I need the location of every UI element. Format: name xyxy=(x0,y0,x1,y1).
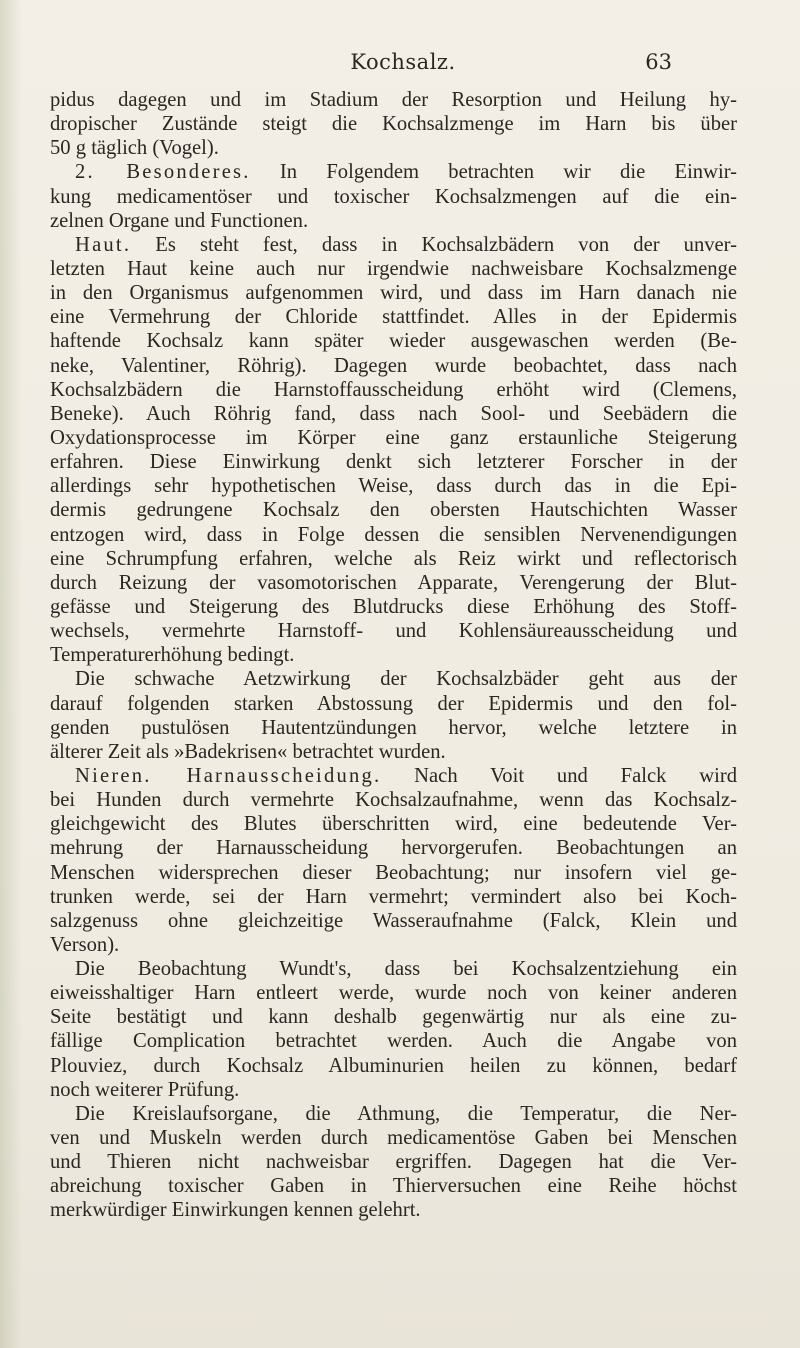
text-line xyxy=(50,692,737,716)
line-text: Seite bestätigt und kann deshalb gegenwärtig nur als eine zu- xyxy=(50,1006,737,1029)
text-line xyxy=(50,112,737,136)
line-text: neke, Valentiner, Röhrig). Dagegen wurde beobachtet, dass nach xyxy=(50,354,737,377)
line-text: haftende Kochsalz kann später wieder ausgewaschen werden (Be- xyxy=(50,330,737,353)
line-text: gleichgewicht des Blutes überschritten wird, eine bedeutende Ver- xyxy=(50,813,737,836)
text-line xyxy=(50,957,737,981)
line-text: und Thieren nicht nachweisbar ergriffen. Dagegen hat die Ver- xyxy=(50,1151,737,1174)
text-line xyxy=(50,1174,737,1198)
text-line xyxy=(50,1198,737,1222)
line-text: zelnen Organe und Functionen. xyxy=(50,209,309,232)
text-line xyxy=(50,523,737,547)
line-text: Die schwache Aetzwirkung der Kochsalzbäder geht aus der xyxy=(75,668,737,691)
text-line xyxy=(50,1005,737,1029)
line-text: in den Organismus aufgenommen wird, und dass im Harn danach nie xyxy=(50,282,737,305)
line-text: bei Hunden durch vermehrte Kochsalzaufnahme, wenn das Kochsalz- xyxy=(50,789,737,812)
line-text: ven und Muskeln werden durch medicamentöse Gaben bei Menschen xyxy=(50,1127,737,1150)
line-text: trunken werde, sei der Harn vermehrt; vermindert also bei Koch- xyxy=(50,885,737,908)
text-line xyxy=(50,740,737,764)
line-text: Die Beobachtung Wundt's, dass bei Kochsalzentziehung ein xyxy=(75,958,737,981)
text-line xyxy=(50,1078,737,1102)
line-text: erfahren. Diese Einwirkung denkt sich letzterer Forscher in der xyxy=(50,451,737,474)
line-text: salzgenuss ohne gleichzeitige Wasseraufnahme (Falck, Klein und xyxy=(50,909,737,932)
text-line xyxy=(50,281,737,305)
text-line xyxy=(50,812,737,836)
text-line xyxy=(50,1029,737,1053)
text-line xyxy=(50,329,737,353)
text-line xyxy=(50,136,737,160)
line-text: darauf folgenden starken Abstossung der Epidermis und den fol- xyxy=(50,692,737,715)
text-line xyxy=(50,88,737,112)
body-text xyxy=(50,88,737,1223)
text-line xyxy=(50,474,737,498)
line-text: abreichung toxischer Gaben in Thierversuchen eine Reihe höchst xyxy=(50,1175,737,1198)
text-line xyxy=(50,909,737,933)
text-line xyxy=(50,160,737,184)
line-text: Kochsalzbädern die Harnstoffausscheidung erhöht wird (Clemens, xyxy=(50,378,737,401)
text-line xyxy=(50,933,737,957)
line-text: In Folgendem betrachten wir die Einwir- xyxy=(250,161,737,184)
text-line xyxy=(50,354,737,378)
text-line xyxy=(50,426,737,450)
spaced-heading: Nieren. Harnausscheidung. xyxy=(75,764,382,787)
line-text: eine Schrumpfung erfahren, welche als Reiz wirkt und reflectorisch xyxy=(50,547,737,570)
line-text: Oxydationsprocesse im Körper eine ganz erstaunliche Steigerung xyxy=(50,426,737,449)
text-line xyxy=(50,667,737,691)
text-line xyxy=(50,547,737,571)
line-text: letzten Haut keine auch nur irgendwie nachweisbare Kochsalzmenge xyxy=(50,257,737,280)
text-line xyxy=(50,595,737,619)
text-line xyxy=(50,209,737,233)
line-text: 50 g täglich (Vogel). xyxy=(50,137,219,160)
line-text: gefässe und Steigerung des Blutdrucks diese Erhöhung des Stoff- xyxy=(50,595,737,618)
text-line xyxy=(50,402,737,426)
line-text: Beneke). Auch Röhrig fand, dass nach Sool- und Seebädern die xyxy=(50,402,737,425)
text-line xyxy=(50,498,737,522)
line-text: Nach Voit und Falck wird xyxy=(381,764,737,787)
line-text: noch weiterer Prüfung. xyxy=(50,1078,240,1101)
line-text: Die Kreislaufsorgane, die Athmung, die Temperatur, die Ner- xyxy=(75,1102,737,1125)
text-line xyxy=(50,305,737,329)
text-line xyxy=(50,764,737,788)
line-text: kung medicamentöser und toxischer Kochsalzmengen auf die ein- xyxy=(50,185,737,208)
text-line xyxy=(50,1102,737,1126)
line-text: Es steht fest, dass in Kochsalzbädern von der unver- xyxy=(131,233,737,256)
page-edge-shadow xyxy=(0,0,22,1348)
line-text: dropischer Zustände steigt die Kochsalzmenge im Harn bis über xyxy=(50,113,737,136)
running-head xyxy=(0,50,800,80)
line-text: pidus dagegen und im Stadium der Resorption und Heilung hy- xyxy=(50,89,737,111)
line-text: fällige Complication betrachtet werden. Auch die Angabe von xyxy=(50,1030,737,1053)
line-text: mehrung der Harnausscheidung hervorgerufen. Beobachtungen an xyxy=(50,837,737,860)
spaced-heading: 2. Besonderes. xyxy=(75,161,251,184)
text-line xyxy=(50,233,737,257)
text-line xyxy=(50,619,737,643)
line-text: durch Reizung der vasomotorischen Apparate, Verengerung der Blut- xyxy=(50,571,737,594)
text-line xyxy=(50,571,737,595)
line-text: Temperaturerhöhung bedingt. xyxy=(50,644,295,667)
line-text: eiweisshaltiger Harn entleert werde, wurde noch von keiner anderen xyxy=(50,982,737,1005)
line-text: genden pustulösen Hautentzündungen hervor, welche letztere in xyxy=(50,716,737,739)
line-text: eine Vermehrung der Chloride stattfindet. Alles in der Epidermis xyxy=(50,306,737,329)
text-line xyxy=(50,716,737,740)
text-line xyxy=(50,643,737,667)
text-line xyxy=(50,836,737,860)
text-line xyxy=(50,1054,737,1078)
spaced-heading: Haut. xyxy=(75,233,132,256)
text-line xyxy=(50,981,737,1005)
text-line xyxy=(50,378,737,402)
line-text: merkwürdiger Einwirkungen kennen gelehrt. xyxy=(50,1199,421,1222)
line-text: älterer Zeit als »Badekrisen« betrachtet wurden. xyxy=(50,740,446,763)
line-text: Plouviez, durch Kochsalz Albuminurien heilen zu können, bedarf xyxy=(50,1054,737,1077)
text-line xyxy=(50,450,737,474)
line-text: Menschen widersprechen dieser Beobachtung; nur insofern viel ge- xyxy=(50,861,737,884)
line-text: wechsels, vermehrte Harnstoff- und Kohlensäureausscheidung und xyxy=(50,620,737,643)
text-line xyxy=(50,788,737,812)
line-text: Verson). xyxy=(50,933,120,956)
text-line xyxy=(50,185,737,209)
text-line xyxy=(50,1150,737,1174)
page-number: 63 xyxy=(645,50,672,74)
running-head-title: Kochsalz. xyxy=(350,50,456,74)
text-line xyxy=(50,257,737,281)
line-text: dermis gedrungene Kochsalz den obersten Hautschichten Wasser xyxy=(50,499,737,522)
text-line xyxy=(50,885,737,909)
text-line xyxy=(50,1126,737,1150)
line-text: entzogen wird, dass in Folge dessen die sensiblen Nervenendigungen xyxy=(50,523,737,546)
text-line xyxy=(50,861,737,885)
line-text: allerdings sehr hypothetischen Weise, dass durch das in die Epi- xyxy=(50,475,737,498)
